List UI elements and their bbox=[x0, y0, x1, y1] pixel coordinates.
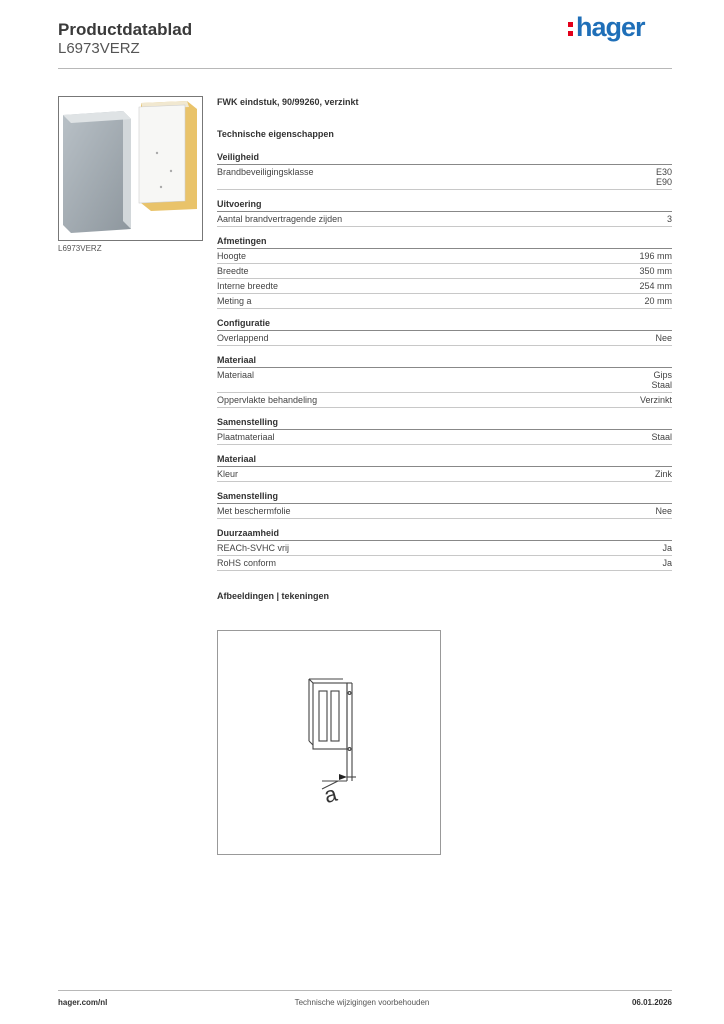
spec-value bbox=[640, 395, 672, 405]
spec-row bbox=[217, 212, 672, 227]
product-photo-graphic bbox=[59, 97, 202, 240]
spec-value bbox=[639, 281, 672, 291]
spec-section bbox=[217, 528, 672, 571]
spec-row bbox=[217, 264, 672, 279]
spec-row bbox=[217, 368, 672, 393]
spec-value bbox=[667, 214, 672, 224]
spec-label: Met beschermfolie bbox=[217, 506, 291, 516]
spec-content bbox=[217, 97, 672, 601]
section-title: Configuratie bbox=[217, 318, 672, 331]
header-divider bbox=[58, 68, 672, 69]
spec-value bbox=[656, 167, 672, 187]
spec-label: Interne breedte bbox=[217, 281, 279, 291]
spec-row bbox=[217, 165, 672, 190]
product-photo bbox=[58, 96, 203, 241]
spec-value-line: E30 bbox=[655, 167, 672, 177]
spec-label: RoHS conform bbox=[217, 558, 277, 568]
spec-label: Kleur bbox=[217, 469, 239, 479]
spec-label: REACh-SVHC vrij bbox=[217, 543, 290, 553]
dimension-arrow-icon bbox=[339, 774, 347, 780]
technical-drawing bbox=[217, 630, 441, 855]
spec-value-line: 20 mm bbox=[644, 296, 672, 306]
spec-value-line: Ja bbox=[662, 543, 672, 553]
section-title: Uitvoering bbox=[217, 199, 672, 212]
spec-section bbox=[217, 318, 672, 346]
spec-value bbox=[662, 558, 672, 568]
spec-section bbox=[217, 199, 672, 227]
spec-value-line: 3 bbox=[666, 214, 672, 224]
spec-row bbox=[217, 556, 672, 571]
spec-label: Hoogte bbox=[217, 251, 247, 261]
footer-date: 06.01.2026 bbox=[631, 998, 672, 1007]
spec-row bbox=[217, 279, 672, 294]
spec-label: Oppervlakte behandeling bbox=[217, 395, 318, 405]
spec-value bbox=[655, 506, 672, 516]
spec-label: Meting a bbox=[217, 296, 252, 306]
dimension-drawing bbox=[218, 631, 440, 854]
footer-notice: Technische wijzigingen voorbehouden bbox=[294, 998, 430, 1007]
spec-row bbox=[217, 294, 672, 309]
spec-row bbox=[217, 430, 672, 445]
spec-section bbox=[217, 152, 672, 190]
hager-logo bbox=[568, 12, 645, 43]
spec-value bbox=[639, 266, 672, 276]
spec-row bbox=[217, 331, 672, 346]
section-title: Samenstelling bbox=[217, 491, 672, 504]
spec-section bbox=[217, 491, 672, 519]
spec-value bbox=[639, 251, 672, 261]
spec-value-line: Nee bbox=[655, 333, 672, 343]
product-code: L6973VERZ bbox=[58, 40, 140, 57]
spec-label: Brandbeveiligingsklasse bbox=[217, 167, 314, 177]
dimension-label: a bbox=[321, 780, 340, 809]
technical-properties-title: Technische eigenschappen bbox=[217, 129, 334, 139]
spec-value-line: 254 mm bbox=[639, 281, 672, 291]
spec-label: Overlappend bbox=[217, 333, 269, 343]
spec-value-line: Zink bbox=[654, 469, 672, 479]
spec-label: Aantal brandvertragende zijden bbox=[217, 214, 343, 224]
section-title: Materiaal bbox=[217, 454, 672, 467]
footer-divider bbox=[58, 990, 672, 991]
spec-section bbox=[217, 355, 672, 408]
spec-label: Plaatmateriaal bbox=[217, 432, 275, 442]
spec-value bbox=[644, 296, 672, 306]
photo-caption: L6973VERZ bbox=[58, 244, 102, 253]
spec-row bbox=[217, 249, 672, 264]
spec-value-line: Ja bbox=[662, 558, 672, 568]
product-description: FWK eindstuk, 90/99260, verzinkt bbox=[217, 97, 359, 107]
document-title: Productdatablad bbox=[58, 20, 193, 39]
spec-value bbox=[655, 469, 672, 479]
spec-value-line: 350 mm bbox=[639, 266, 672, 276]
section-title: Veiligheid bbox=[217, 152, 672, 165]
spec-sections bbox=[217, 152, 672, 571]
spec-value-line: E90 bbox=[655, 177, 672, 187]
spec-value-line: Verzinkt bbox=[639, 395, 672, 405]
spec-value bbox=[651, 370, 672, 390]
spec-label: Breedte bbox=[217, 266, 249, 276]
footer-website[interactable]: hager.com/nl bbox=[58, 998, 108, 1007]
spec-label: Materiaal bbox=[217, 370, 255, 380]
spec-row bbox=[217, 393, 672, 408]
spec-value-line: Gips bbox=[653, 370, 672, 380]
spec-section bbox=[217, 454, 672, 482]
spec-value bbox=[651, 432, 672, 442]
section-title: Materiaal bbox=[217, 355, 672, 368]
spec-section bbox=[217, 236, 672, 309]
spec-value bbox=[655, 333, 672, 343]
spec-row bbox=[217, 504, 672, 519]
section-title: Samenstelling bbox=[217, 417, 672, 430]
figures-title: Afbeeldingen | tekeningen bbox=[217, 591, 330, 601]
logo-text: hager bbox=[576, 12, 645, 42]
spec-value-line: Staal bbox=[651, 380, 672, 390]
spec-value-line: 196 mm bbox=[639, 251, 672, 261]
spec-value bbox=[662, 543, 672, 553]
spec-value-line: Nee bbox=[655, 506, 672, 516]
spec-row bbox=[217, 467, 672, 482]
section-title: Duurzaamheid bbox=[217, 528, 672, 541]
section-title: Afmetingen bbox=[217, 236, 672, 249]
spec-row bbox=[217, 541, 672, 556]
spec-value-line: Staal bbox=[651, 432, 672, 442]
logo-mark-icon bbox=[568, 22, 573, 40]
spec-section bbox=[217, 417, 672, 445]
